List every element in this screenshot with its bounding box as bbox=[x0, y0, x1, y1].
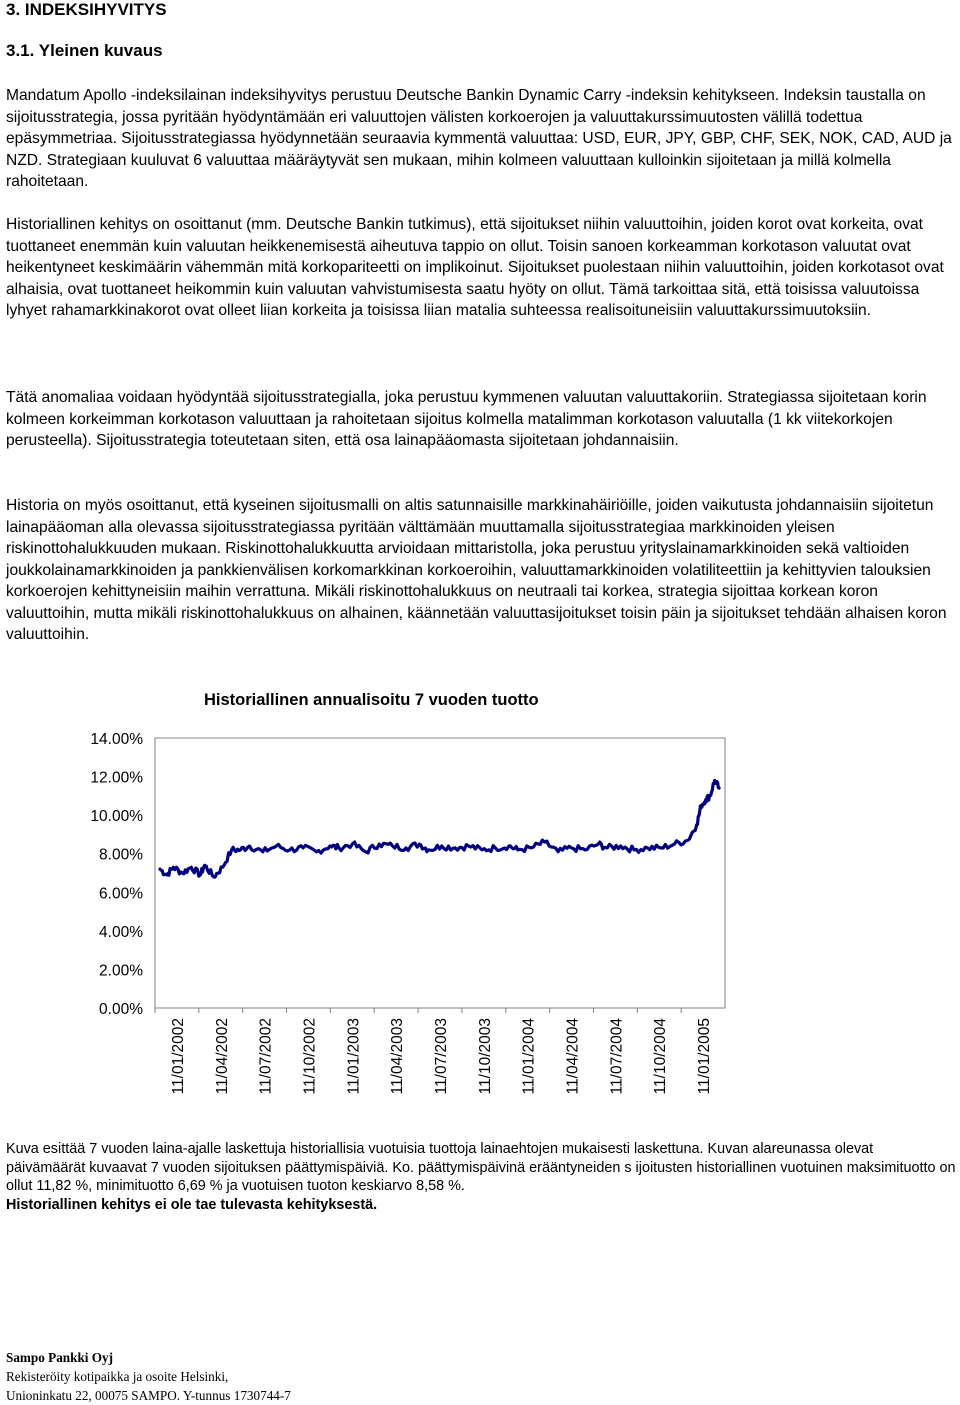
x-tick-label: 11/07/2004 bbox=[608, 1018, 626, 1095]
paragraph-risk: Historia on myös osoittanut, että kyseinen sijoitusmalli on altis satunnaisille markkinahäiriöille, joiden vaikutusta johdannaisiin sijoitetun lainapääoman alla olevassa sijoitusstrategiassa pyritään välttämään muuttamalla sijoitusstrategiaa markkinoiden yleisen riskinottohalukkuuden mukaan. Riskinottohalukkuutta arvioidaan mittaristolla, joka perustuu yrityslainamarkkinoiden sekä valtioiden joukkolainamarkkinoiden ja pankkienvälisen korkomarkkinan korkoeroihin, valuuttamarkkinoiden volatiliteettiin ja kehittyvien talouksien korkoerojen kehittyneisiin maihin verrattuna. Mikäli riskinottohalukkuus on neutraali tai korkea, strategia sijoittaa korkean koron valuuttoihin, mutta mikäli riskinottohalukkuus on alhainen, käännetään valuuttasijoitukset toisin päin ja sijoitukset tehdään alhaisen koron valuuttoihin. bbox=[6, 497, 947, 643]
paragraph-strategy: Tätä anomaliaa voidaan hyödyntää sijoitusstrategialla, joka perustuu kymmenen valuutan valuuttakoriin. Strategiassa sijoitetaan korin kolmeen korkeimman korkotason valuuttaan ja rahoitetaan sijoitus kolmella matalimman korkotason valuutalla (1 kk viitekorkojen perusteella). Sijoitusstrategia toteutetaan siten, että osa lainapääomasta sijoitetaan johdannaisiin. bbox=[6, 389, 927, 449]
paragraph-history: Historiallinen kehitys on osoittanut (mm. Deutsche Bankin tutkimus), että sijoitukset niihin valuuttoihin, joiden korot ovat korkeita, ovat tuottaneet enemmän kuin valuutan heikkenemisestä aiheutuva tappio on ollut. Toisin sanoen korkeamman korkotason valuutat ovat heikentyneet keskimäärin vähemmän mitä korkopariteetti on implikoinut. Sijoitukset puolestaan niihin valuuttoihin, joiden korkotasot ovat alhaisia, ovat tuottaneet heikommin kuin valuutan vahvistumisesta saatu hyöty on ollut. Tämä tarkoittaa sitä, että toisissa valuutoissa lyhyet rahamarkkinakorot ovat olleet liian korkeita ja toisissa liian matalia suhteessa realisoituneisiin valuuttakurssimuutoksiin. bbox=[6, 216, 944, 319]
y-tick-label: 4.00% bbox=[99, 923, 143, 941]
x-tick-label: 11/01/2005 bbox=[696, 1018, 714, 1095]
x-tick-label: 11/07/2002 bbox=[257, 1018, 275, 1095]
x-tick-label: 11/01/2002 bbox=[169, 1018, 187, 1095]
x-tick-label: 11/10/2003 bbox=[476, 1018, 494, 1095]
y-tick-label: 2.00% bbox=[99, 962, 143, 980]
x-tick-label: 11/07/2003 bbox=[433, 1018, 450, 1095]
chart-caption bbox=[6, 1140, 956, 1214]
y-tick-label: 14.00% bbox=[90, 731, 143, 748]
footer-company: Sampo Pankki Oyj bbox=[6, 1350, 113, 1365]
section-heading: 3. INDEKSIHYVITYS bbox=[6, 0, 167, 19]
footer bbox=[6, 1348, 291, 1405]
y-tick-label: 8.00% bbox=[99, 846, 143, 864]
footer-address-line1: Rekisteröity kotipaikka ja osoite Helsinki, bbox=[6, 1369, 229, 1384]
subsection-heading: 3.1. Yleinen kuvaus bbox=[6, 41, 163, 60]
caption-text: Kuva esittää 7 vuoden laina-ajalle laskettuja historiallisia vuotuisia tuottoja lainaehtojen mukaisesti laskettuna. Kuvan alareunassa olevat päivämäärät kuvaavat 7 vuoden sijoituksen päättymispäiviä. Ko. päättymispäivinä erääntyneiden s ijoitusten historiallinen vuotuinen maksimituotto on ollut 11,82 %, minimituotto 6,69 % ja vuotuisen tuoton keskiarvo 8,58 %. bbox=[6, 1141, 956, 1195]
paragraph-intro: Mandatum Apollo -indeksilainan indeksihyvitys perustuu Deutsche Bankin Dynamic Carry -indeksin kehitykseen. Indeksin taustalla on sijoitusstrategia, jossa pyritään hyödyntämään eri valuuttojen välisten korkoerojen ja valuuttakurssimuutosten välillä todettua epäsymmetriaa. Sijoitusstrategiassa hyödynnetään seuraavia kymmentä valuuttaa: USD, EUR, JPY, GBP, CHF, SEK, NOK, CAD, AUD ja NZD. Strategiaan kuuluvat 6 valuuttaa määräytyvät sen mukaan, mihin kolmeen valuuttaan kulloinkin sijoitetaan ja millä kolmella rahoitetaan. bbox=[6, 87, 952, 190]
x-tick-label: 11/01/2003 bbox=[345, 1018, 363, 1095]
y-axis bbox=[90, 731, 143, 1018]
x-tick-label: 11/10/2002 bbox=[301, 1018, 319, 1095]
x-axis bbox=[155, 1008, 713, 1094]
return-chart bbox=[0, 720, 960, 1120]
x-tick-label: 11/04/2002 bbox=[213, 1018, 231, 1095]
x-tick-label: 11/10/2004 bbox=[652, 1018, 670, 1095]
plot-area bbox=[155, 738, 725, 1008]
footer-address-line2: Unioninkatu 22, 00075 SAMPO. Y-tunnus 1730744-7 bbox=[6, 1388, 291, 1403]
disclaimer: Historiallinen kehitys ei ole tae tulevasta kehityksestä. bbox=[6, 1196, 378, 1213]
x-tick-label: 11/01/2004 bbox=[520, 1018, 538, 1095]
x-tick-label: 11/04/2004 bbox=[564, 1018, 582, 1095]
chart-title: Historiallinen annualisoitu 7 vuoden tuotto bbox=[204, 691, 539, 709]
x-tick-label: 11/04/2003 bbox=[389, 1018, 407, 1095]
y-tick-label: 12.00% bbox=[90, 769, 143, 787]
y-tick-label: 6.00% bbox=[99, 885, 143, 903]
y-tick-label: 10.00% bbox=[90, 808, 143, 826]
y-tick-label: 0.00% bbox=[99, 1001, 143, 1018]
